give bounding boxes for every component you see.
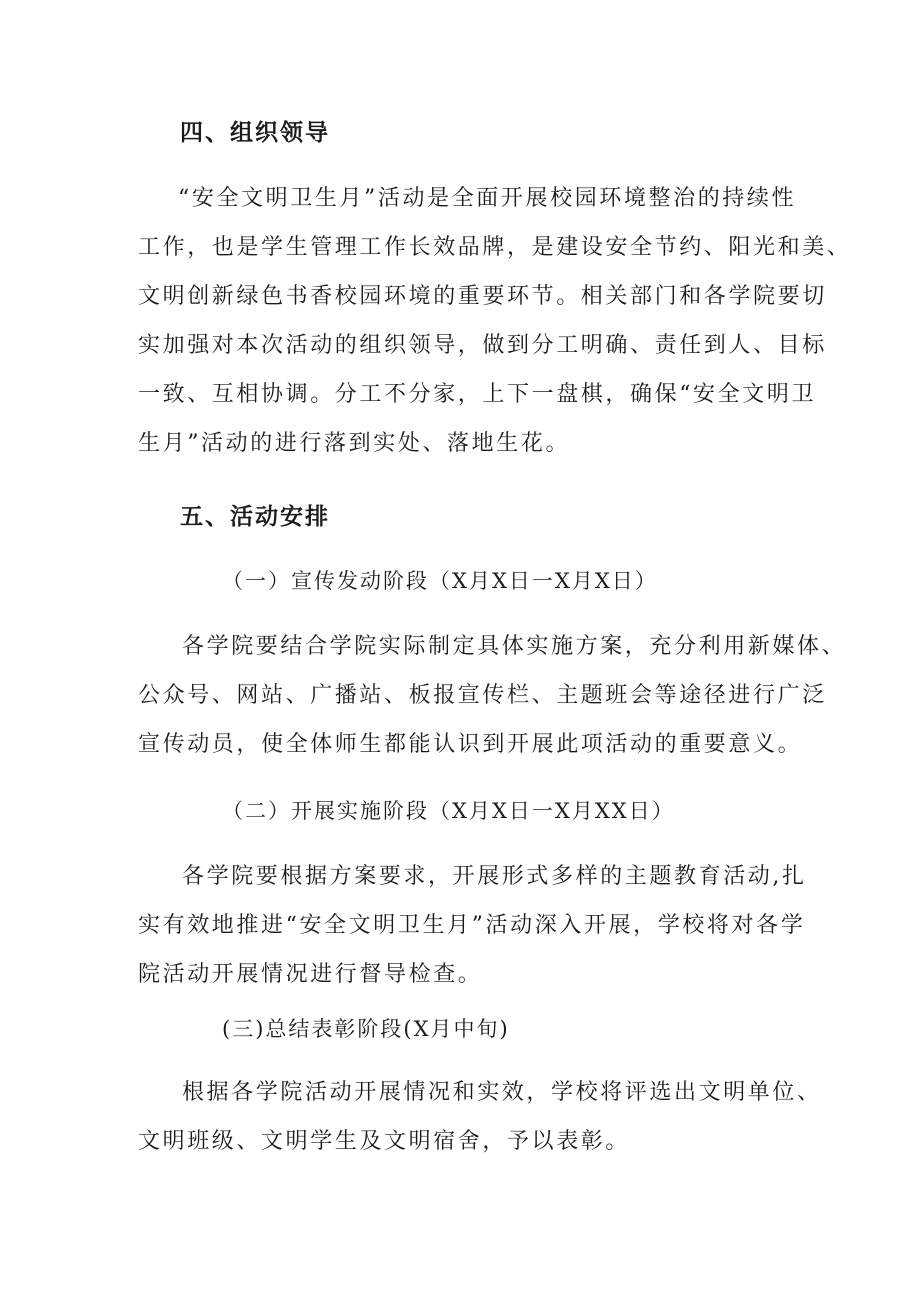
- paragraph-line: 实有效地推进“安全文明卫生月”活动深入开展，学校将对各学: [138, 913, 806, 938]
- paragraph-line: 院活动开展情况进行督导检查。: [138, 962, 483, 987]
- paragraph-line: 一致、互相协调。分工不分家，上下一盘棋，确保“安全文明卫: [138, 382, 817, 407]
- stage-title-summary: (三)总结表彰阶段(X月中旬): [222, 1017, 510, 1041]
- stage-title-implementation: （二）开展实施阶段（X月X日一X月XX日）: [222, 799, 675, 823]
- paragraph-line: 文明创新绿色书香校园环境的重要环节。相关部门和各学院要切: [138, 284, 827, 309]
- paragraph-line: 工作，也是学生管理工作长效品牌，是建设安全节约、阳光和美、: [138, 235, 852, 260]
- section-heading-arrangement: 五、活动安排: [180, 504, 330, 530]
- paragraph-line: 文明班级、文明学生及文明宿舍，予以表彰。: [138, 1129, 631, 1154]
- paragraph-line: 各学院要结合学院实际制定具体实施方案，充分利用新媒体、: [182, 634, 847, 659]
- paragraph-line: “安全文明卫生月”活动是全面开展校园环境整治的持续性: [178, 186, 797, 211]
- section-heading-organization: 四、组织领导: [180, 120, 330, 146]
- paragraph-line: 宣传动员，使全体师生都能认识到开展此项活动的重要意义。: [138, 732, 803, 757]
- paragraph-line: 生月”活动的进行落到实处、落地生花。: [138, 431, 571, 456]
- paragraph-line: 根据各学院活动开展情况和实效，学校将评选出文明单位、: [182, 1080, 822, 1105]
- paragraph-line: 各学院要根据方案要求，开展形式多样的主题教育活动,扎: [182, 864, 807, 889]
- paragraph-line: 实加强对本次活动的组织领导，做到分工明确、责任到人、目标: [138, 333, 827, 358]
- stage-title-publicity: （一）宣传发动阶段（X月X日一X月X日）: [222, 569, 658, 593]
- paragraph-line: 公众号、网站、广播站、板报宣传栏、主题班会等途径进行广泛: [138, 683, 827, 708]
